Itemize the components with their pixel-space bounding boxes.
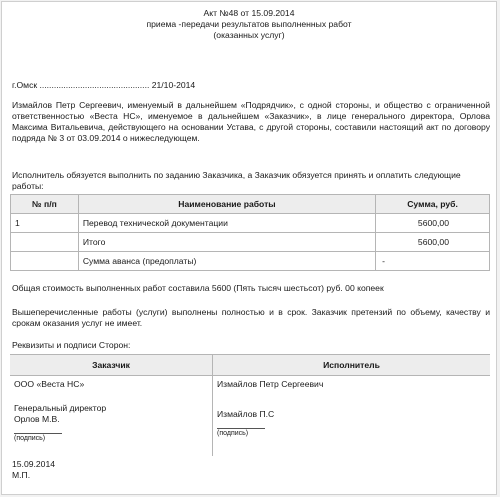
act-title: Акт №48 от 15.09.2014 bbox=[203, 8, 295, 18]
completion-text: Вышеперечисленные работы (услуги) выполнены полностью и в срок. Заказчик претензий по объему, качеству и срокам оказания услуг не имеет. bbox=[12, 307, 490, 328]
executor-signature-label: (подпись) bbox=[217, 430, 249, 437]
document-header bbox=[2, 8, 496, 41]
row-name: Сумма аванса (предоплаты) bbox=[78, 252, 375, 271]
act-subtitle-note: (оказанных услуг) bbox=[213, 30, 285, 40]
executor-signature-block bbox=[213, 400, 491, 456]
customer-name: ООО «Веста НС» bbox=[10, 376, 213, 401]
requisites-title: Реквизиты и подписи Сторон: bbox=[12, 340, 131, 350]
intro-paragraph: Измайлов Петр Сергеевич, именуемый в дальнейшем «Подрядчик», с одной стороны, и общество с ограниченной ответственностью «Веста НС», именуемое в дальнейшем «Заказчик», в лице генерального директора, Орлова Максима Витальевича, действующего на основании Устава, с другой стороны, составили настоящий акт по договору подряда № 3 от 03.09.2014 о нижеследующем. bbox=[12, 100, 490, 143]
row-name: Перевод технической документации bbox=[78, 214, 375, 233]
footer-date: 15.09.2014 bbox=[12, 459, 56, 469]
col-header-name: Наименование работы bbox=[78, 195, 375, 214]
stamp-place: М.П. bbox=[12, 470, 31, 480]
executor-name: Измайлов Петр Сергеевич bbox=[217, 379, 324, 389]
table-row bbox=[11, 252, 490, 271]
row-sum: 5600,00 bbox=[376, 233, 490, 252]
executor-header: Исполнитель bbox=[213, 355, 491, 376]
act-subtitle: приема -передачи результатов выполненных работ bbox=[146, 19, 352, 29]
place-date-line: г.Омск .............................................. 21/10-2014 bbox=[12, 80, 196, 90]
signatures-row-sign bbox=[10, 400, 490, 456]
row-num bbox=[11, 233, 79, 252]
customer-position: Генеральный директор bbox=[14, 403, 107, 413]
customer-person: Орлов М.В. bbox=[14, 414, 60, 424]
document-page bbox=[1, 1, 497, 495]
col-header-num: № п/п bbox=[11, 195, 79, 214]
signatures-header bbox=[10, 355, 490, 376]
works-table bbox=[10, 194, 490, 271]
executor-person: Измайлов П.С bbox=[217, 409, 275, 419]
table-row bbox=[11, 214, 490, 233]
col-header-sum: Сумма, руб. bbox=[376, 195, 490, 214]
signatures-table bbox=[10, 354, 490, 456]
row-num: 1 bbox=[11, 214, 79, 233]
customer-signature-label: (подпись) bbox=[14, 435, 46, 442]
total-cost-text: Общая стоимость выполненных работ составила 5600 (Пять тысяч шестьсот) руб. 00 копеек bbox=[12, 283, 384, 293]
signatures-row-names bbox=[10, 376, 490, 401]
works-table-header bbox=[11, 195, 490, 214]
row-name: Итого bbox=[78, 233, 375, 252]
customer-header: Заказчик bbox=[10, 355, 213, 376]
row-sum: 5600,00 bbox=[376, 214, 490, 233]
row-sum: - bbox=[376, 252, 490, 271]
row-num bbox=[11, 252, 79, 271]
obligation-paragraph: Исполнитель обязуется выполнить по заданию Заказчика, а Заказчик обязуется принять и оплатить следующие работы: bbox=[12, 170, 461, 191]
table-row bbox=[11, 233, 490, 252]
customer-signature-block bbox=[10, 400, 213, 456]
